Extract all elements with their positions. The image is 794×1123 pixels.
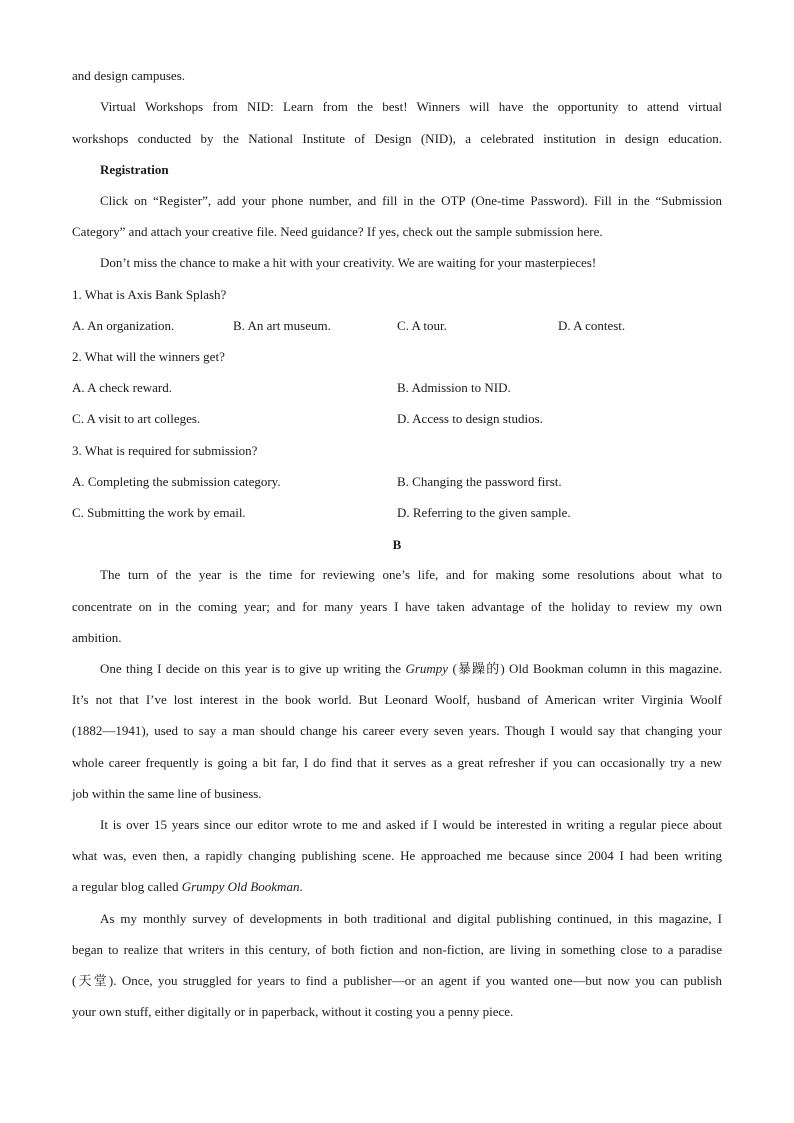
- paragraph-line: It is over 15 years since our editor wrote to me and asked if I would be interested in writing a regular piece about: [100, 817, 722, 832]
- emphasis-text: Grumpy: [405, 661, 449, 676]
- option-a: A. Completing the submission category.: [72, 474, 281, 489]
- option-d: D. Access to design studios.: [397, 411, 543, 426]
- option-a: A. An organization.: [72, 318, 175, 333]
- passage-heading: B: [392, 537, 402, 552]
- paragraph-line: ambition.: [72, 630, 122, 645]
- paragraph-line: began to realize that writers in this century, of both fiction and non-fiction, are living in something close to a paradise: [72, 942, 722, 957]
- question-stem: 3. What is required for submission?: [72, 443, 258, 458]
- paragraph-line: Virtual Workshops from NID: Learn from the best! Winners will have the opportunity to attend virtual: [100, 99, 722, 114]
- option-a: A. A check reward.: [72, 380, 172, 395]
- option-d: D. Referring to the given sample.: [397, 505, 571, 520]
- paragraph-line: whole career frequently is going a bit far, I do find that it serves as a great refresher if you can occasionally try a new: [72, 755, 722, 770]
- option-b: B. Admission to NID.: [397, 380, 511, 395]
- paragraph-line: concentrate on in the coming year; and for many years I have taken advantage of the holiday to review my own: [72, 599, 722, 614]
- emphasis-text: Grumpy Old Bookman: [181, 879, 300, 894]
- question-stem: 2. What will the winners get?: [72, 349, 225, 364]
- option-b: B. An art museum.: [233, 318, 331, 333]
- paragraph-line: job within the same line of business.: [72, 786, 262, 801]
- paragraph-line: Don’t miss the chance to make a hit with your creativity. We are waiting for your masterpieces!: [100, 255, 597, 270]
- paragraph-line: your own stuff, either digitally or in paperback, without it costing you a penny piece.: [72, 1004, 514, 1019]
- section-heading: Registration: [100, 162, 169, 177]
- option-d: D. A contest.: [558, 318, 626, 333]
- paragraph-line: a regular blog called Grumpy Old Bookman.: [72, 879, 303, 894]
- paragraph-line: workshops conducted by the National Institute of Design (NID), a celebrated institution in design education.: [72, 131, 722, 146]
- paragraph-line: (天堂). Once, you struggled for years to find a publisher—or an agent if you wanted one—but now you can publish: [72, 973, 722, 988]
- option-c: C. Submitting the work by email.: [72, 505, 246, 520]
- option-c: C. A tour.: [397, 318, 447, 333]
- paragraph-line: One thing I decide on this year is to give up writing the Grumpy (暴躁的) Old Bookman column in this magazine.: [100, 661, 722, 676]
- paragraph-line: The turn of the year is the time for reviewing one’s life, and for making some resolutions about what to: [100, 567, 722, 582]
- paragraph-line: what was, even then, a rapidly changing publishing scene. He approached me because since 2004 I had been writing: [72, 848, 722, 863]
- paragraph-line: Click on “Register”, add your phone number, and fill in the OTP (One-time Password). Fill in the “Submission: [100, 193, 722, 208]
- paragraph-line: and design campuses.: [72, 68, 186, 83]
- option-c: C. A visit to art colleges.: [72, 411, 201, 426]
- paragraph-line: It’s not that I’ve lost interest in the book world. But Leonard Woolf, husband of American writer Virginia Woolf: [72, 692, 722, 707]
- paragraph-line: As my monthly survey of developments in both traditional and digital publishing continued, in this magazine, I: [100, 911, 722, 926]
- paragraph-line: Category” and attach your creative file. Need guidance? If yes, check out the sample submission here.: [72, 224, 603, 239]
- paragraph-line: (1882—1941), used to say a man should change his career every seven years. Though I would say that changing your: [72, 723, 722, 738]
- question-stem: 1. What is Axis Bank Splash?: [72, 287, 227, 302]
- option-b: B. Changing the password first.: [397, 474, 562, 489]
